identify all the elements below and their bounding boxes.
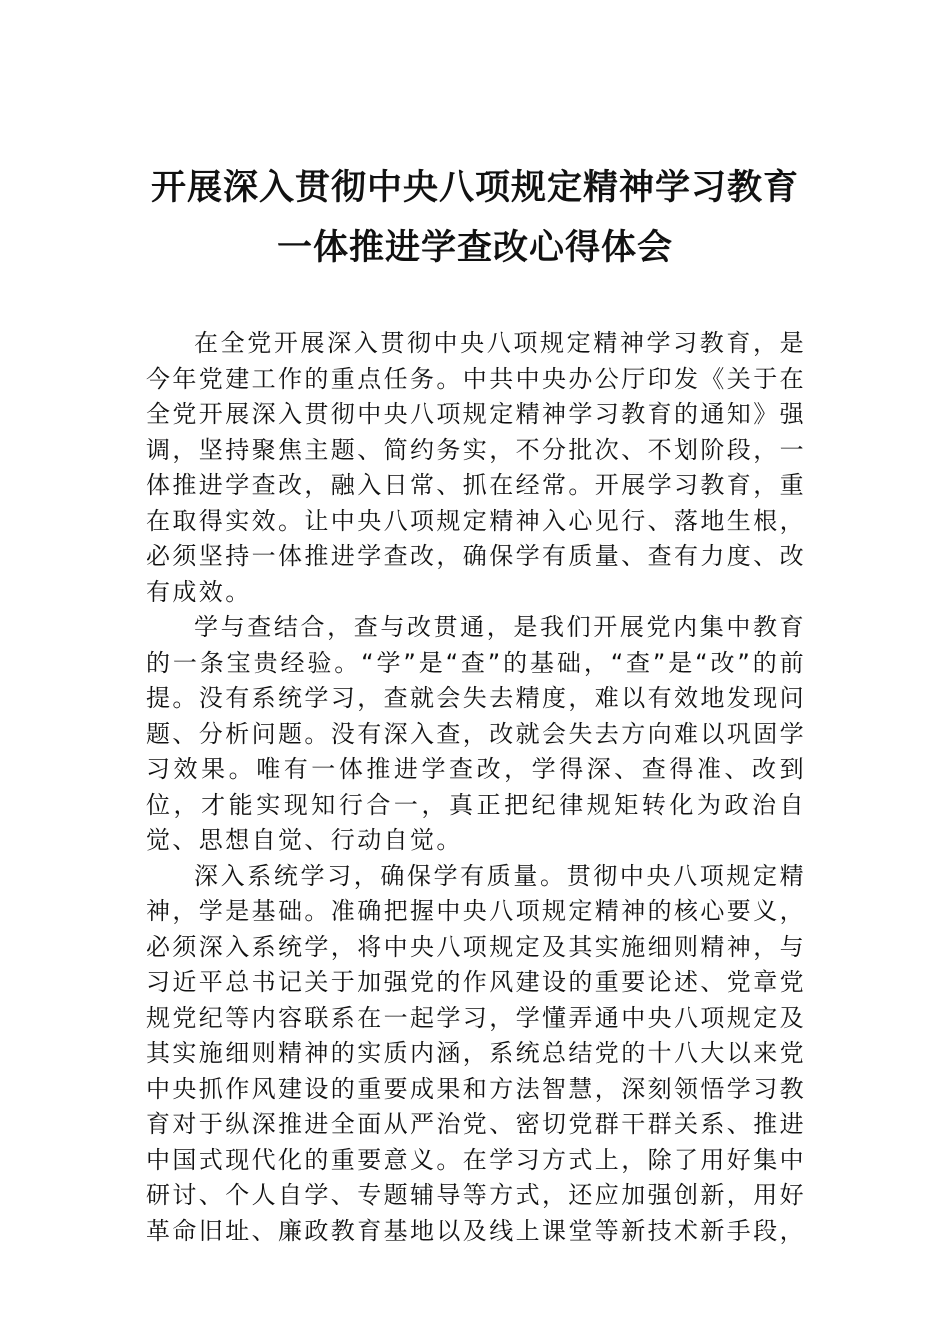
paragraph-2: 学与查结合，查与改贯通，是我们开展党内集中教育的一条宝贵经验。“学”是“查”的基础，“查”是“改”的前提。没有系统学习，查就会失去精度，难以有效地发现问题、分析问题。没有深入查，改就会失去方向难以巩固学习效果。唯有一体推进学查改，学得深、查得准、改到位，才能实现知行合一，真正把纪律规矩转化为政治自觉、思想自觉、行动自觉。	[146, 613, 806, 854]
document-title	[0, 158, 950, 278]
paragraph-3: 深入系统学习，确保学有质量。贯彻中央八项规定精神，学是基础。准确把握中央八项规定精神的核心要义，必须深入系统学，将中央八项规定及其实施细则精神，与习近平总书记关于加强党的作风建设的重要论述、党章党规党纪等内容联系在一起学习，学懂弄通中央八项规定及其实施细则精神的实质内涵，系统总结党的十八大以来党中央抓作风建设的重要成果和方法智慧，深刻领悟学习教育对于纵深推进全面从严治党、密切党群干群关系、推进中国式现代化的重要意义。在学习方式上，除了用好集中研讨、个人自学、专题辅导等方式，还应加强创新，用好革命旧址、廉政教育基地以及线上课堂等新技术新手段，	[146, 861, 806, 1245]
title-line-1: 开展深入贯彻中央八项规定精神学习教育	[150, 167, 799, 208]
paragraph-1: 在全党开展深入贯彻中央八项规定精神学习教育，是今年党建工作的重点任务。中共中央办公厅印发《关于在全党开展深入贯彻中央八项规定精神学习教育的通知》强调，坚持聚焦主题、简约务实，不分批次、不划阶段，一体推进学查改，融入日常、抓在经常。开展学习教育，重在取得实效。让中央八项规定精神入心见行、落地生根，必须坚持一体推进学查改，确保学有质量、查有力度、改有成效。	[146, 329, 806, 606]
title-line-2: 一体推进学查改心得体会	[276, 227, 673, 268]
document-body	[146, 326, 806, 1249]
